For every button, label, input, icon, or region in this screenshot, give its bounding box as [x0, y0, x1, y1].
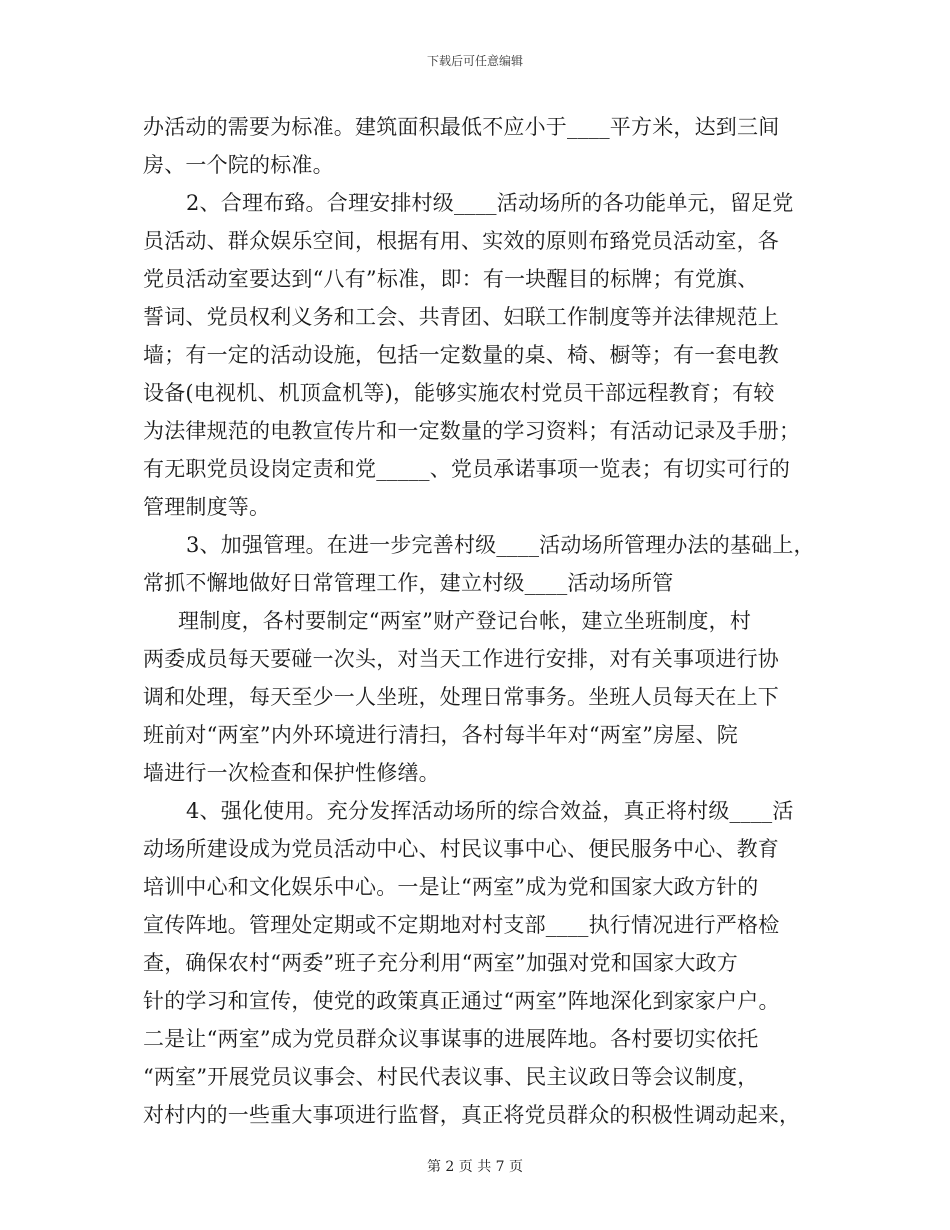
- document-body: [143, 108, 818, 1134]
- text-line: 3、加强管理。在进一步完善村级____活动场所管理办法的基础上，: [186, 533, 815, 557]
- text-line: 4、强化使用。充分发挥活动场所的综合效益，真正将村级____活: [186, 799, 794, 823]
- text-line: 理制度，各村要制定“两室”财产登记台帐，建立坐班制度，村: [178, 609, 752, 633]
- page-number: 第 2 页 共 7 页: [426, 1159, 524, 1175]
- text-line: 两委成员每天要碰一次头，对当天工作进行安排，对有关事项进行协: [143, 647, 779, 671]
- text-line: 墙；有一定的活动设施，包括一定数量的桌、椅、橱等；有一套电教: [143, 343, 779, 367]
- text-line: 为法律规范的电教宣传片和一定数量的学习资料；有活动记录及手册；: [143, 419, 801, 443]
- text-line: 有无职党员设岗定责和党_____、党员承诺事项一览表；有切实可行的: [143, 457, 791, 481]
- text-line: 二是让“两室”成为党员群众议事谋事的进展阵地。各村要切实依托: [143, 1027, 759, 1051]
- text-line: 党员活动室要达到“八有”标准，即：有一块醒目的标牌；有党旗、: [143, 267, 759, 291]
- text-line: 誓词、党员权利义务和工会、共青团、妇联工作制度等并法律规范上: [143, 305, 779, 329]
- text-line: 动场所建设成为党员活动中心、村民议事中心、便民服务中心、教育: [143, 837, 779, 861]
- text-line: 墙进行一次检查和保护性修缮。: [143, 761, 440, 785]
- text-line: 员活动、群众娱乐空间，根据有用、实效的原则布臵党员活动室，各: [143, 229, 779, 253]
- text-line: 对村内的一些重大事项进行监督，真正将党员群众的积极性调动起来，: [143, 1103, 801, 1127]
- text-line: 查，确保农村“两委”班子充分利用“两室”加强对党和国家大政方: [143, 951, 738, 975]
- text-line: 常抓不懈地做好日常管理工作，建立村级____活动场所管: [143, 571, 674, 595]
- text-line: 办活动的需要为标准。建筑面积最低不应小于____平方米，达到三间: [143, 115, 780, 139]
- text-line: “两室”开展党员议事会、村民代表议事、民主议政日等会议制度，: [143, 1065, 759, 1089]
- text-line: 房、一个院的标准。: [143, 153, 334, 177]
- text-line: 设备(电视机、机顶盒机等)，能够实施农村党员干部远程教育；有较: [143, 381, 775, 405]
- text-line: 管理制度等。: [143, 495, 271, 519]
- page-header: 下载后可任意编辑: [426, 54, 523, 68]
- text-line: 宣传阵地。管理处定期或不定期地对村支部____执行情况进行严格检: [143, 913, 780, 937]
- text-line: 2、合理布臵。合理安排村级____活动场所的各功能单元，留足党: [186, 191, 794, 215]
- text-line: 调和处理，每天至少一人坐班，处理日常事务。坐班人员每天在上下: [143, 685, 779, 709]
- text-line: 培训中心和文化娱乐中心。一是让“两室”成为党和国家大政方针的: [143, 875, 759, 899]
- text-line: 班前对“两室”内外环境进行清扫，各村每半年对“两室”房屋、院: [143, 723, 738, 747]
- text-line: 针的学习和宣传，使党的政策真正通过“两室”阵地深化到家家户户。: [143, 989, 780, 1013]
